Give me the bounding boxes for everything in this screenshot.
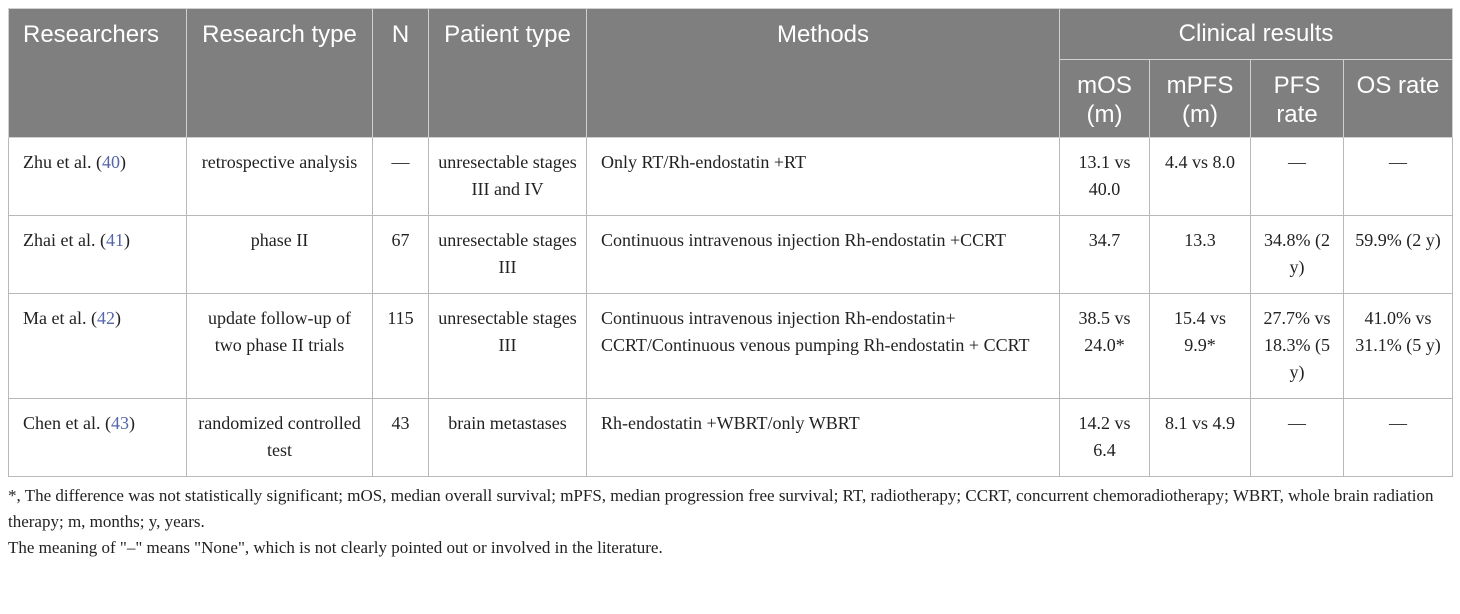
n-cell: 43 <box>373 399 429 477</box>
patient-type-cell: unresectable stages III <box>429 216 587 294</box>
table-figure <box>8 8 1452 561</box>
table-row <box>9 216 1453 294</box>
mpfs-cell: 8.1 vs 4.9 <box>1150 399 1251 477</box>
header-researchers: Researchers <box>9 9 187 138</box>
table-row <box>9 399 1453 477</box>
table-row <box>9 138 1453 216</box>
patient-type-cell: brain metastases <box>429 399 587 477</box>
reference-close: ) <box>114 308 121 328</box>
reference-link[interactable]: 42 <box>96 308 115 328</box>
methods-cell: Rh-endostatin +WBRT/only WBRT <box>587 399 1060 477</box>
methods-cell: Continuous intravenous injection Rh-endostatin+ CCRT/Continuous venous pumping Rh-endostatin + CCRT <box>587 294 1060 399</box>
header-methods: Methods <box>587 9 1060 138</box>
reference-link[interactable]: 41 <box>105 230 124 250</box>
table-header <box>9 9 1453 138</box>
mos-cell: 13.1 vs 40.0 <box>1060 138 1150 216</box>
methods-cell: Only RT/Rh-endostatin +RT <box>587 138 1060 216</box>
research-type-cell: update follow-up of two phase II trials <box>187 294 373 399</box>
header-research-type: Research type <box>187 9 373 138</box>
pfs-rate-cell: 27.7% vs 18.3% (5 y) <box>1251 294 1344 399</box>
reference-link[interactable]: 43 <box>110 413 129 433</box>
methods-cell: Continuous intravenous injection Rh-endostatin +CCRT <box>587 216 1060 294</box>
header-mos: mOS (m) <box>1060 60 1150 138</box>
mpfs-cell: 15.4 vs 9.9* <box>1150 294 1251 399</box>
os-rate-cell: 41.0% vs 31.1% (5 y) <box>1344 294 1453 399</box>
table-footnotes <box>8 483 1452 561</box>
researcher-cell <box>9 138 187 216</box>
reference-link[interactable]: 40 <box>101 152 120 172</box>
mpfs-cell: 13.3 <box>1150 216 1251 294</box>
reference-close: ) <box>119 152 126 172</box>
clinical-studies-table <box>8 8 1453 477</box>
research-type-cell: phase II <box>187 216 373 294</box>
mpfs-cell: 4.4 vs 8.0 <box>1150 138 1251 216</box>
os-rate-cell: 59.9% (2 y) <box>1344 216 1453 294</box>
n-cell: — <box>373 138 429 216</box>
pfs-rate-cell: — <box>1251 399 1344 477</box>
patient-type-cell: unresectable stages III and IV <box>429 138 587 216</box>
none-meaning-footnote: The meaning of "–" means "None", which is not clearly pointed out or involved in the literature. <box>8 538 663 557</box>
reference-close: ) <box>123 230 130 250</box>
researcher-cell <box>9 216 187 294</box>
mos-cell: 38.5 vs 24.0* <box>1060 294 1150 399</box>
researcher-name: Zhai et al. ( <box>23 230 106 250</box>
header-clinical-results: Clinical results <box>1060 9 1453 60</box>
table-body <box>9 138 1453 477</box>
researcher-name: Chen et al. ( <box>23 413 111 433</box>
researcher-cell <box>9 399 187 477</box>
mos-cell: 14.2 vs 6.4 <box>1060 399 1150 477</box>
header-row <box>9 9 1453 60</box>
header-pfs-rate: PFS rate <box>1251 60 1344 138</box>
researcher-name: Zhu et al. ( <box>23 152 102 172</box>
header-mpfs: mPFS (m) <box>1150 60 1251 138</box>
pfs-rate-cell: — <box>1251 138 1344 216</box>
researcher-cell <box>9 294 187 399</box>
n-cell: 67 <box>373 216 429 294</box>
header-os-rate: OS rate <box>1344 60 1453 138</box>
research-type-cell: retrospective analysis <box>187 138 373 216</box>
header-n: N <box>373 9 429 138</box>
table-row <box>9 294 1453 399</box>
patient-type-cell: unresectable stages III <box>429 294 587 399</box>
research-type-cell: randomized controlled test <box>187 399 373 477</box>
os-rate-cell: — <box>1344 138 1453 216</box>
n-cell: 115 <box>373 294 429 399</box>
mos-cell: 34.7 <box>1060 216 1150 294</box>
reference-close: ) <box>128 413 135 433</box>
header-patient-type: Patient type <box>429 9 587 138</box>
researcher-name: Ma et al. ( <box>23 308 97 328</box>
abbreviations-footnote: *, The difference was not statistically significant; mOS, median overall survival; mPFS, median progression free survival; RT, radiotherapy; CCRT, concurrent chemoradiotherapy; WBRT, whole brain radiation therapy; m, months; y, years. <box>8 486 1434 531</box>
pfs-rate-cell: 34.8% (2 y) <box>1251 216 1344 294</box>
os-rate-cell: — <box>1344 399 1453 477</box>
